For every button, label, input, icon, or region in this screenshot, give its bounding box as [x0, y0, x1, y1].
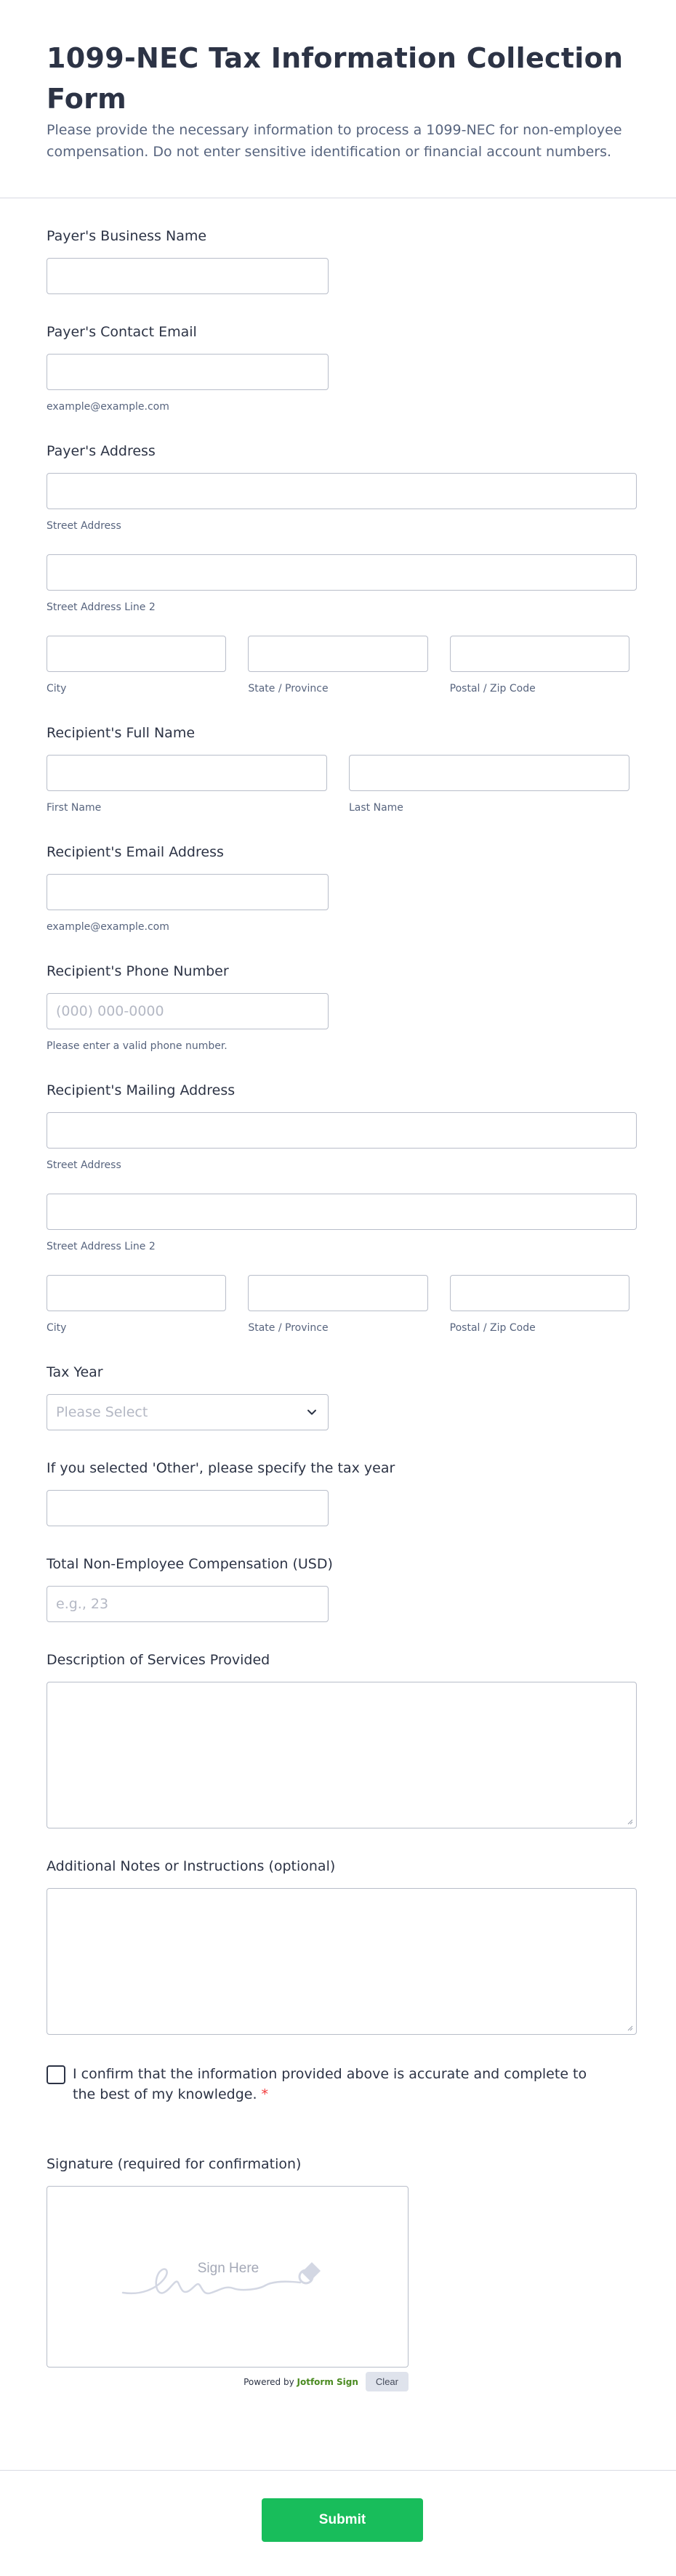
powered-brand: Jotform Sign [297, 2376, 358, 2387]
signature-field [47, 2155, 629, 2391]
required-mark: * [261, 2086, 269, 2102]
recipient-email-field [47, 843, 629, 933]
sign-here-placeholder: Sign Here [197, 2261, 259, 2276]
payer-business-name-label: Payer's Business Name [47, 228, 207, 244]
payer-address-field [47, 442, 629, 695]
form-footer [0, 2470, 676, 2576]
payer-business-name-field [47, 227, 629, 294]
compensation-field [47, 1555, 629, 1622]
recipient-first-name-input[interactable] [47, 755, 327, 791]
recipient-name-field [47, 724, 629, 814]
tax-year-label: Tax Year [47, 1364, 103, 1380]
recipient-street2-sublabel: Street Address Line 2 [47, 1241, 156, 1252]
payer-zip-sublabel: Postal / Zip Code [449, 683, 536, 694]
recipient-street2-input[interactable] [47, 1194, 637, 1230]
notes-label: Additional Notes or Instructions (optional) [47, 1858, 336, 1874]
tax-year-other-field [47, 1459, 629, 1526]
confirm-row [47, 2064, 629, 2105]
payer-street2-sublabel: Street Address Line 2 [47, 602, 156, 613]
recipient-phone-label: Recipient's Phone Number [47, 963, 229, 979]
payer-zip-input[interactable] [450, 636, 629, 672]
payer-street2-input[interactable] [47, 554, 637, 591]
recipient-phone-input[interactable]: (000) 000-0000 [47, 993, 329, 1029]
tax-year-other-label: If you selected 'Other', please specify the tax year [47, 1460, 395, 1476]
confirm-label [73, 2064, 596, 2105]
signature-pen-icon [47, 2187, 409, 2368]
services-label: Description of Services Provided [47, 1652, 270, 1668]
confirm-checkbox[interactable] [47, 2065, 65, 2084]
signature-footer [47, 2372, 409, 2391]
payer-street-input[interactable] [47, 473, 637, 509]
clear-signature-button[interactable]: Clear [366, 2372, 409, 2391]
recipient-name-label: Recipient's Full Name [47, 725, 196, 741]
recipient-zip-input[interactable] [450, 1275, 629, 1311]
recipient-phone-sublabel: Please enter a valid phone number. [47, 1040, 228, 1052]
confirm-text: I confirm that the information provided above is accurate and complete to the best of my knowledge. [73, 2066, 587, 2102]
compensation-input[interactable]: e.g., 23 [47, 1586, 329, 1622]
payer-business-name-input[interactable] [47, 258, 329, 294]
recipient-street-sublabel: Street Address [47, 1159, 121, 1171]
tax-year-field [47, 1364, 629, 1430]
payer-city-sublabel: City [47, 683, 67, 694]
compensation-label: Total Non-Employee Compensation (USD) [47, 1556, 333, 1572]
recipient-state-input[interactable] [248, 1275, 427, 1311]
powered-by [244, 2377, 358, 2387]
payer-email-field [47, 323, 629, 413]
payer-address-label: Payer's Address [47, 443, 156, 459]
payer-state-input[interactable] [248, 636, 427, 672]
recipient-email-sublabel: example@example.com [47, 921, 169, 933]
form-description: Please provide the necessary information to process a 1099-NEC for non-employee compensation. Do not enter sensitive identification or financial account numbers. [47, 122, 622, 160]
recipient-phone-field [47, 963, 629, 1053]
recipient-zip-sublabel: Postal / Zip Code [449, 1322, 536, 1334]
resize-grip-icon[interactable] [626, 1818, 633, 1825]
payer-state-sublabel: State / Province [248, 683, 329, 694]
notes-textarea[interactable] [47, 1888, 637, 2035]
recipient-address-field [47, 1082, 629, 1334]
recipient-city-input[interactable] [47, 1275, 226, 1311]
recipient-last-name-input[interactable] [349, 755, 629, 791]
tax-year-select[interactable] [47, 1394, 329, 1430]
notes-field [47, 1858, 629, 2035]
form-header [0, 0, 676, 198]
signature-label: Signature (required for confirmation) [47, 2156, 302, 2172]
recipient-city-sublabel: City [47, 1322, 67, 1334]
payer-email-sublabel: example@example.com [47, 401, 169, 413]
recipient-address-label: Recipient's Mailing Address [47, 1082, 236, 1098]
services-field [47, 1651, 629, 1828]
payer-street-sublabel: Street Address [47, 520, 121, 532]
services-textarea[interactable] [47, 1682, 637, 1828]
recipient-email-input[interactable] [47, 874, 329, 910]
chevron-down-icon [305, 1405, 319, 1419]
recipient-email-label: Recipient's Email Address [47, 844, 224, 860]
payer-email-label: Payer's Contact Email [47, 324, 197, 340]
signature-pad[interactable] [47, 2186, 409, 2368]
form-title: 1099-NEC Tax Information Collection Form [47, 42, 624, 115]
resize-grip-icon[interactable] [626, 2024, 633, 2031]
tax-year-placeholder: Please Select [56, 1404, 148, 1420]
recipient-street-input[interactable] [47, 1112, 637, 1149]
submit-button[interactable]: Submit [262, 2498, 423, 2542]
form-body [0, 198, 676, 2391]
recipient-state-sublabel: State / Province [248, 1322, 329, 1334]
payer-email-input[interactable] [47, 354, 329, 390]
powered-prefix: Powered by [244, 2376, 294, 2387]
payer-city-input[interactable] [47, 636, 226, 672]
tax-year-other-input[interactable] [47, 1490, 329, 1526]
recipient-last-name-sublabel: Last Name [349, 802, 403, 814]
recipient-first-name-sublabel: First Name [47, 802, 102, 814]
